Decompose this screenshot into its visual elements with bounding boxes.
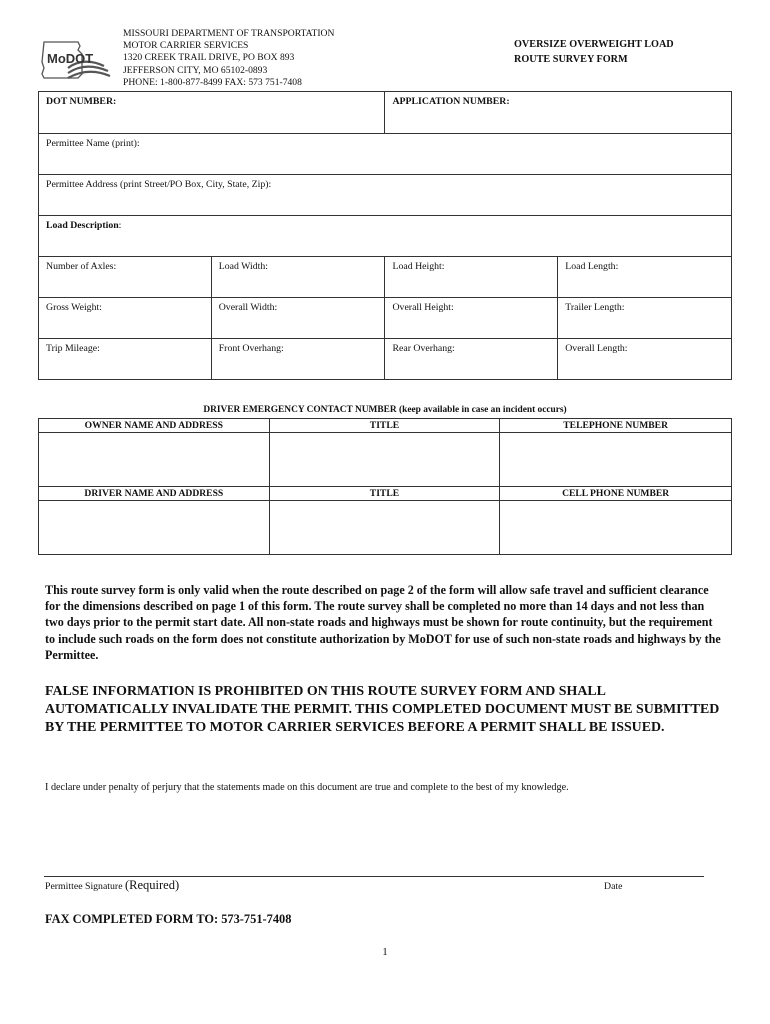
agency-city: JEFFERSON CITY, MO 65102-0893 [123, 64, 268, 76]
owner-name-header: OWNER NAME AND ADDRESS [39, 419, 270, 433]
driver-title-field[interactable] [269, 501, 500, 555]
application-number-field[interactable] [385, 92, 732, 134]
load-height-label: Load Height: [392, 261, 445, 272]
gross-weight-field[interactable] [39, 298, 212, 339]
driver-cell-header: CELL PHONE NUMBER [500, 487, 732, 501]
signature-label [45, 878, 179, 893]
gross-weight-label: Gross Weight: [46, 302, 102, 313]
load-width-label: Load Width: [218, 261, 268, 272]
page-number: 1 [382, 946, 388, 958]
owner-telephone-header: TELEPHONE NUMBER [500, 419, 732, 433]
false-information-warning: FALSE INFORMATION IS PROHIBITED ON THIS ROUTE SURVEY FORM AND SHALL AUTOMATICALLY INVALIDATE THE PERMIT. THIS COMPLETED DOCUMENT MUST BE SUBMITTED BY THE PERMITTEE TO MOTOR CARRIER SERVICES BEFORE A PERMIT SHALL BE ISSUED. [45, 684, 720, 735]
form-title [514, 37, 674, 67]
perjury-declaration: I declare under penalty of perjury that the statements made on this document are true and complete to the best of my knowledge. [45, 782, 569, 793]
dot-number-field[interactable] [39, 92, 385, 134]
load-length-label: Load Length: [565, 261, 619, 272]
trip-mileage-label: Trip Mileage: [46, 343, 100, 354]
application-number-label: APPLICATION NUMBER: [392, 96, 510, 107]
signature-required: (Required) [125, 878, 180, 892]
overall-width-label: Overall Width: [218, 302, 278, 313]
overall-length-label: Overall Length: [565, 343, 628, 354]
document-header [38, 28, 738, 92]
agency-address-block [123, 28, 334, 89]
load-description-colon: : [118, 220, 122, 231]
permittee-address-field[interactable] [39, 175, 732, 216]
load-description-field[interactable] [39, 216, 732, 257]
owner-title-field[interactable] [269, 433, 500, 487]
signature-line[interactable] [44, 876, 704, 877]
agency-name: MISSOURI DEPARTMENT OF TRANSPORTATION [123, 28, 335, 39]
emergency-contact-table [38, 418, 732, 555]
validity-notice: This route survey form is only valid when the route described on page 2 of the form will allow safe travel and sufficient clearance for the dimensions described on page 1 of this form. The route survey shall be completed no more than 14 days and not less than two days prior to the permit start date. All non-state roads and highways must be shown for route continuity, but the requirement to include such roads on the form does not constitute authorization by MoDOT for use of such non-state roads and highways by the Permittee. [45, 583, 721, 662]
modot-logo [38, 38, 114, 82]
front-overhang-label: Front Overhang: [218, 343, 284, 354]
fax-instruction: FAX COMPLETED FORM TO: 573-751-7408 [45, 912, 292, 926]
owner-name-field[interactable] [39, 433, 270, 487]
overall-width-field[interactable] [211, 298, 385, 339]
permittee-name-field[interactable] [39, 134, 732, 175]
load-description-label: Load Description [46, 220, 119, 231]
permittee-name-label: Permittee Name (print): [46, 138, 140, 149]
load-height-field[interactable] [385, 257, 558, 298]
overall-height-field[interactable] [385, 298, 558, 339]
driver-title-header: TITLE [269, 487, 500, 501]
signature-label-text: Permittee Signature [45, 881, 125, 892]
owner-telephone-field[interactable] [500, 433, 732, 487]
logo-text: MoDOT [47, 51, 94, 66]
form-title-line-1: OVERSIZE OVERWEIGHT LOAD [514, 39, 674, 50]
driver-cell-field[interactable] [500, 501, 732, 555]
agency-street: 1320 CREEK TRAIL DRIVE, PO BOX 893 [123, 52, 295, 64]
load-width-field[interactable] [211, 257, 385, 298]
number-of-axles-label: Number of Axles: [46, 261, 117, 272]
agency-phone: PHONE: 1-800-877-8499 FAX: 573 751-7408 [123, 76, 302, 88]
form-title-line-2: ROUTE SURVEY FORM [514, 54, 628, 65]
owner-title-header: TITLE [269, 419, 500, 433]
emergency-contact-title: DRIVER EMERGENCY CONTACT NUMBER (keep available in case an incident occurs) [203, 405, 567, 415]
agency-division: MOTOR CARRIER SERVICES [123, 40, 249, 52]
trailer-length-field[interactable] [558, 298, 732, 339]
permittee-address-label: Permittee Address (print Street/PO Box, City, State, Zip): [46, 179, 272, 190]
rear-overhang-field[interactable] [385, 339, 558, 380]
number-of-axles-field[interactable] [39, 257, 212, 298]
overall-length-field[interactable] [558, 339, 732, 380]
date-label: Date [604, 881, 623, 892]
rear-overhang-label: Rear Overhang: [392, 343, 455, 354]
load-length-field[interactable] [558, 257, 732, 298]
trip-mileage-field[interactable] [39, 339, 212, 380]
dot-number-label: DOT NUMBER: [46, 96, 117, 107]
driver-name-header: DRIVER NAME AND ADDRESS [39, 487, 270, 501]
overall-height-label: Overall Height: [392, 302, 454, 313]
front-overhang-field[interactable] [211, 339, 385, 380]
load-info-table [38, 91, 732, 380]
trailer-length-label: Trailer Length: [565, 302, 625, 313]
driver-name-field[interactable] [39, 501, 270, 555]
